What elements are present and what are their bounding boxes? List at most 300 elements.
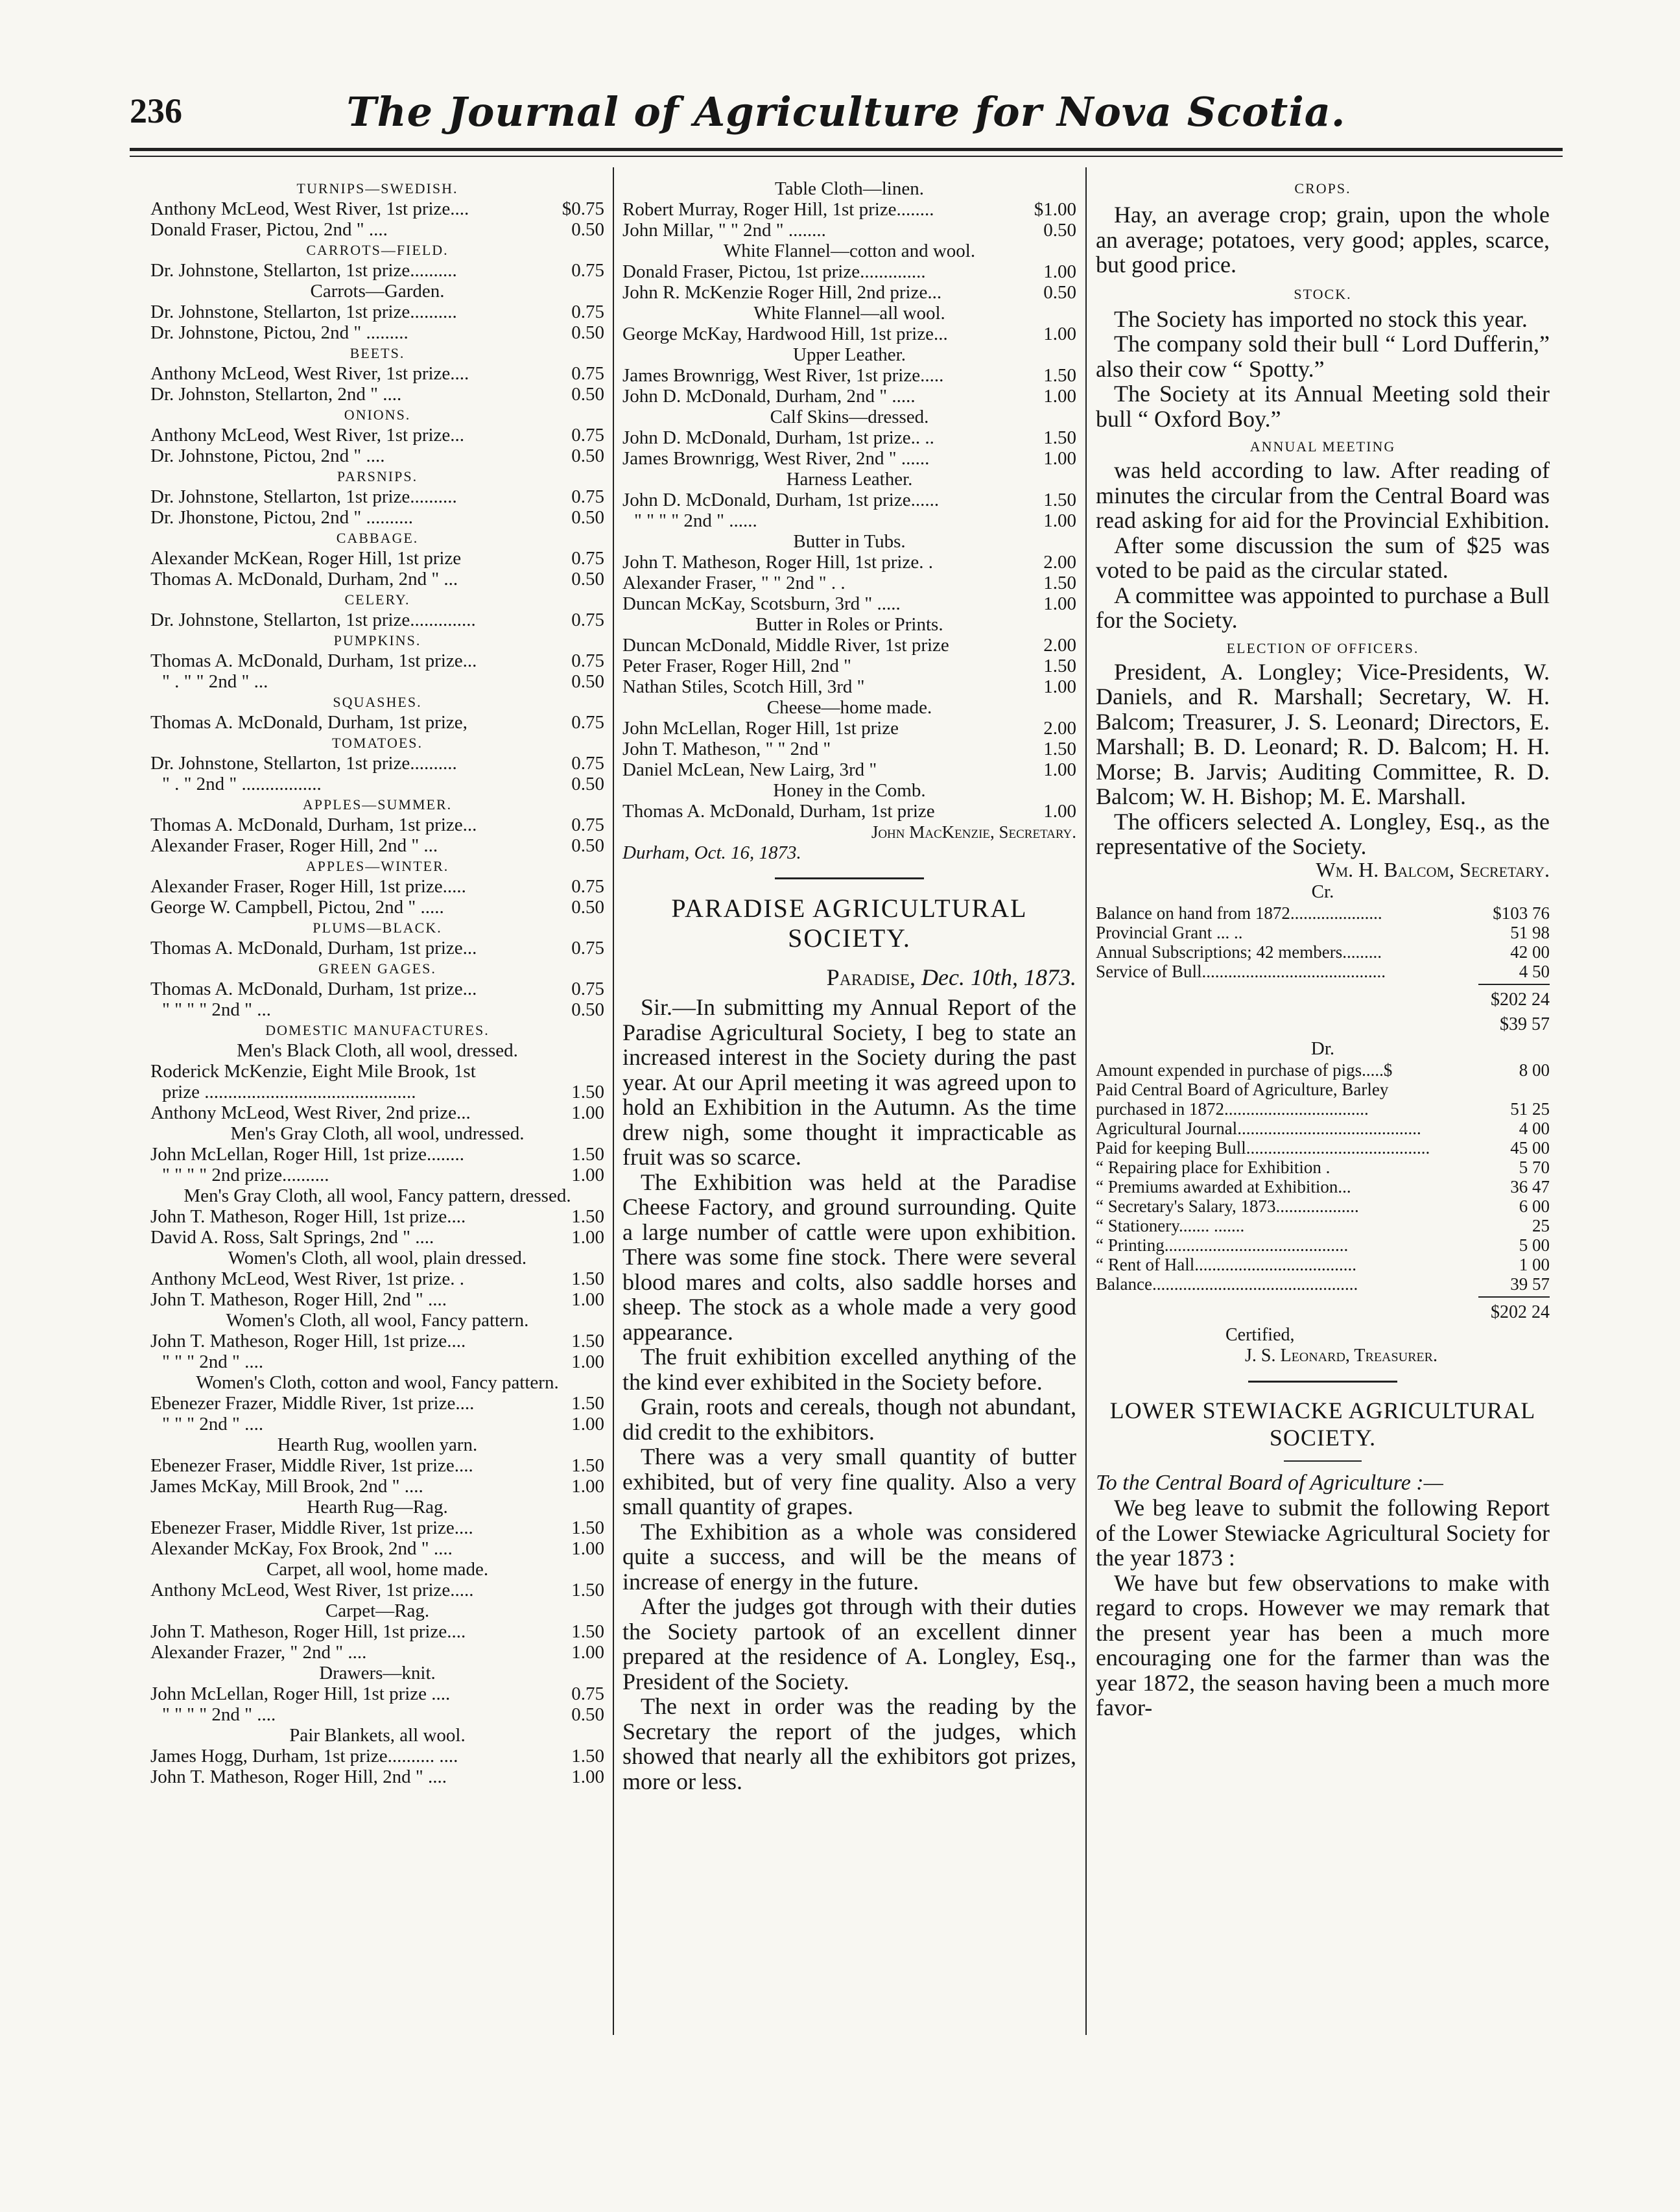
prize-winner: John Millar, " " 2nd " ........ (622, 220, 826, 241)
ledger-entry (1096, 1158, 1550, 1177)
treasurer-signature: J. S. Leonard, Treasurer. (1245, 1345, 1437, 1366)
paradise-place: Paradise, (826, 964, 916, 990)
prize-entry (150, 938, 604, 958)
prize-winner: Dr. Jhonstone, Pictou, 2nd " .......... (150, 507, 413, 528)
ledger-amount: 1 00 (1519, 1254, 1550, 1274)
prize-amount: 1.00 (1043, 386, 1076, 407)
prize-winner: George W. Campbell, Pictou, 2nd " ..... (150, 897, 444, 918)
report-paragraph: The Exhibition as a whole was considered quite a success, and will be the means of increase of energy in the future. (622, 1518, 1076, 1595)
prize-amount: 0.50 (571, 219, 604, 240)
prize-amount: 1.50 (571, 1206, 604, 1227)
prize-entry (150, 1476, 604, 1497)
category-heading: Table Cloth—linen. (775, 178, 924, 199)
column-divider-1 (613, 167, 614, 2035)
prize-winner: John T. Matheson, Roger Hill, 1st prize.... (150, 1621, 466, 1642)
prize-entry (150, 999, 604, 1020)
prize-winner: John T. Matheson, Roger Hill, 1st prize. . (622, 552, 933, 573)
category-heading: White Flannel—all wool. (753, 303, 945, 324)
prize-winner: Thomas A. McDonald, Durham, 2nd " ... (150, 569, 458, 589)
lower-stewiacke-body (1096, 1495, 1550, 1720)
prize-entry (150, 1766, 604, 1787)
prize-amount: 0.75 (571, 979, 604, 999)
ledger-entry (1096, 1099, 1550, 1119)
prize-winner: David A. Ross, Salt Springs, 2nd " .... (150, 1227, 434, 1248)
prize-winner: " " " " 2nd " ... (162, 999, 271, 1020)
prize-entry (150, 198, 604, 219)
category-heading: Women's Cloth, cotton and wool, Fancy pattern. (196, 1372, 559, 1393)
category-heading: PARSNIPS. (337, 468, 418, 484)
prize-entry (150, 1538, 604, 1559)
prize-entry (150, 1621, 604, 1642)
prize-amount: 1.00 (571, 1766, 604, 1787)
report-paragraph: There was a very small quantity of butter exhibited, but of very fine quality. Also a very small quantity of grapes. (622, 1444, 1076, 1519)
prize-amount: 1.50 (1043, 573, 1076, 593)
prize-amount: 0.75 (571, 302, 604, 322)
prize-entry (150, 1642, 604, 1663)
prize-entry (150, 897, 604, 918)
prize-amount: 1.50 (1043, 739, 1076, 759)
ledger-amount: 42 00 (1510, 942, 1550, 962)
prize-amount: 1.00 (1043, 676, 1076, 697)
prize-amount: 0.50 (1043, 220, 1076, 241)
prize-amount: 1.00 (571, 1102, 604, 1123)
prize-winner: John D. McDonald, Durham, 2nd " ..... (622, 386, 916, 407)
report-paragraph: The next in order was the reading by the Secretary the report of the judges, which showed that nearly all the exhibitors got prizes, more or less. (622, 1693, 1076, 1794)
prize-winner: Alexander Fraser, Roger Hill, 1st prize..... (150, 876, 466, 897)
crops-paragraph: Hay, an average crop; grain, upon the whole an average; potatoes, very good; apples, scarce, but good price. (1096, 202, 1550, 278)
prize-amount: 0.50 (571, 1704, 604, 1725)
category-heading: Honey in the Comb. (773, 780, 926, 801)
prize-entry (622, 199, 1076, 220)
prize-winner: John McLellan, Roger Hill, 1st prize........ (150, 1144, 465, 1165)
election-paragraph: President, A. Longley; Vice-Presidents, W. Daniels, and R. Marshall; Secretary, W. H. Balcom; Treasurer, J. S. Leonard; Directors, E. Marshall; B. D. Leonard; R. D. Balcom; H. H. Morse; B. Jarvis; Auditing Committee, R. D. Balcom; W. H. Bishop; M. E. Marshall. (1096, 658, 1550, 809)
prize-amount: 1.50 (1043, 365, 1076, 386)
ledger-amount: 36 47 (1510, 1176, 1550, 1196)
category-heading: Calf Skins—dressed. (770, 407, 929, 427)
stock-paragraph: The Society has imported no stock this year. (1114, 305, 1528, 332)
prize-entry (150, 1082, 604, 1102)
prize-amount: 1.00 (571, 1289, 604, 1310)
prize-amount: 0.50 (571, 322, 604, 343)
report-paragraph: We beg leave to submit the following Report of the Lower Stewiacke Agricultural Society for the year 1873 : (1096, 1495, 1550, 1571)
prize-winner: Donald Fraser, Pictou, 1st prize.............. (622, 261, 926, 282)
ledger-amount: 6 00 (1519, 1196, 1550, 1216)
ledger-entry (1096, 923, 1550, 942)
prize-amount: 1.50 (1043, 427, 1076, 448)
stock-paragraphs (1096, 307, 1550, 432)
prize-winner: Peter Fraser, Roger Hill, 2nd " (622, 656, 851, 676)
category-heading: BEETS. (349, 345, 405, 361)
prize-amount: 1.00 (571, 1165, 604, 1185)
ledger-amount: 5 00 (1519, 1235, 1550, 1255)
ledger-entry (1096, 1255, 1550, 1274)
journal-title: The Journal of Agriculture for Nova Scotia. (346, 88, 1346, 136)
category-heading: Upper Leather. (793, 344, 906, 365)
prize-amount: 0.50 (571, 835, 604, 856)
durham-dateline: Durham, Oct. 16, 1873. (622, 842, 801, 863)
prize-entry (150, 1746, 604, 1766)
prize-amount: 1.50 (571, 1621, 604, 1642)
report-paragraph: After the judges got through with their duties the Society partook of an excellent dinner prepared at the residence of A. Longley, Esq., President of the Society. (622, 1593, 1076, 1695)
ledger-amount: 8 00 (1519, 1060, 1550, 1080)
debit-ledger (1096, 1060, 1550, 1294)
prize-entry (622, 365, 1076, 386)
prize-amount: 0.50 (1043, 282, 1076, 303)
prize-amount: $1.00 (1034, 199, 1076, 220)
stock-paragraph: The company sold their bull “ Lord Dufferin,” also their cow “ Spotty.” (1096, 331, 1550, 382)
prize-entry (622, 593, 1076, 614)
ledger-item: “ Stationery....... ....... (1096, 1215, 1245, 1235)
prize-entry (150, 1165, 604, 1185)
prize-winner: Alexander Fraser, " " 2nd " . . (622, 573, 846, 593)
prize-amount: 1.50 (1043, 490, 1076, 510)
category-heading: Butter in Tubs. (793, 531, 906, 552)
page-number: 236 (130, 91, 182, 130)
prize-entry (150, 322, 604, 343)
prize-amount: 1.00 (1043, 593, 1076, 614)
header-rule-thick (130, 148, 1563, 151)
prize-entry (150, 384, 604, 405)
prize-winner: Roderick McKenzie, Eight Mile Brook, 1st (150, 1061, 476, 1082)
prize-winner: Thomas A. McDonald, Durham, 1st prize... (150, 938, 477, 958)
category-heading: Hearth Rug, woollen yarn. (277, 1434, 478, 1455)
prize-winner: Dr. Johnstone, Stellarton, 1st prize.......... (150, 302, 457, 322)
prize-winner: Ebenezer Fraser, Middle River, 1st prize.... (150, 1517, 473, 1538)
annual-meeting-paragraphs (1096, 458, 1550, 633)
crops-heading: CROPS. (1294, 180, 1351, 196)
prize-amount: 0.75 (571, 486, 604, 507)
prize-entry (150, 1704, 604, 1725)
column-paradise (622, 178, 1076, 1794)
prize-entry (150, 1351, 604, 1372)
prize-amount: 0.75 (571, 650, 604, 671)
prize-amount: 1.50 (571, 1517, 604, 1538)
category-heading: Women's Cloth, all wool, plain dressed. (228, 1248, 527, 1268)
category-heading: CABBAGE. (336, 530, 419, 546)
ledger-amount: 5 70 (1519, 1157, 1550, 1177)
category-heading: Men's Gray Cloth, all wool, Fancy pattern, dressed. (183, 1185, 571, 1206)
prize-amount: 1.50 (571, 1082, 604, 1102)
credit-heading: Cr. (1311, 881, 1334, 902)
prize-entry (622, 386, 1076, 407)
report-paragraph: The fruit exhibition excelled anything of the the kind ever exhibited in the Society before. (622, 1344, 1076, 1395)
prize-entry (622, 448, 1076, 469)
prize-winner: Alexander McKay, Fox Brook, 2nd " .... (150, 1538, 453, 1559)
prize-amount: 0.75 (571, 548, 604, 569)
category-heading: Carpet—Rag. (325, 1600, 430, 1621)
ledger-entry (1096, 903, 1550, 923)
prize-winner: John D. McDonald, Durham, 1st prize...... (622, 490, 940, 510)
ledger-item: Paid Central Board of Agriculture, Barley (1096, 1079, 1389, 1099)
prize-winner: John McLellan, Roger Hill, 1st prize (622, 718, 899, 739)
prize-entry (150, 363, 604, 384)
prize-entry (150, 1227, 604, 1248)
prize-amount: 1.00 (571, 1476, 604, 1497)
prize-winner: " " " " 2nd " .... (162, 1704, 276, 1725)
prize-amount: 0.50 (571, 897, 604, 918)
prize-amount: 0.75 (571, 876, 604, 897)
prize-amount: 0.50 (571, 507, 604, 528)
prize-winner: Ebenezer Fraser, Middle River, 1st prize.... (150, 1455, 473, 1476)
mackenzie-signature: John MacKenzie, Secretary. (871, 822, 1076, 842)
prize-entry (622, 510, 1076, 531)
ledger-item: Balance............................................... (1096, 1274, 1358, 1294)
prize-entry (150, 446, 604, 466)
category-heading: TOMATOES. (331, 735, 423, 751)
category-heading: DOMESTIC MANUFACTURES. (265, 1022, 490, 1038)
prize-winner: John T. Matheson, Roger Hill, 1st prize.... (150, 1331, 466, 1351)
prize-entry (150, 569, 604, 589)
prize-entry (150, 712, 604, 733)
category-heading: APPLES—SUMMER. (302, 796, 453, 813)
prize-entry (150, 425, 604, 446)
ledger-item: Annual Subscriptions; 42 members......... (1096, 942, 1382, 962)
prize-winner: Alexander Fraser, Roger Hill, 2nd " ... (150, 835, 438, 856)
prize-entry (150, 671, 604, 692)
prize-amount: 1.00 (1043, 324, 1076, 344)
category-heading: GREEN GAGES. (318, 960, 436, 977)
prize-amount: 0.75 (571, 610, 604, 630)
ledger-item: “ Premiums awarded at Exhibition... (1096, 1176, 1351, 1196)
ledger-amount: 45 00 (1510, 1137, 1550, 1158)
masthead (130, 88, 1563, 143)
prize-amount: 1.50 (1043, 656, 1076, 676)
ledger-entry (1096, 1216, 1550, 1235)
prize-entry (150, 1331, 604, 1351)
prize-winner: Anthony McLeod, West River, 1st prize. . (150, 1268, 465, 1289)
prize-amount: 0.75 (571, 260, 604, 281)
prize-entry (150, 1144, 604, 1165)
ledger-item: “ Printing.......................................... (1096, 1235, 1349, 1255)
prize-amount: 2.00 (1043, 718, 1076, 739)
category-heading: APPLES—WINTER. (305, 858, 449, 874)
ledger-entry (1096, 1138, 1550, 1158)
prize-entry (622, 324, 1076, 344)
category-heading: Cheese—home made. (766, 697, 932, 718)
ledger-amount: 25 (1532, 1215, 1550, 1235)
prize-entry (622, 739, 1076, 759)
category-heading: Hearth Rug—Rag. (307, 1497, 448, 1517)
category-heading: ONIONS. (344, 407, 411, 423)
prize-winner: Thomas A. McDonald, Durham, 1st prize... (150, 650, 477, 671)
ledger-item: purchased in 1872................................. (1096, 1099, 1369, 1119)
prize-winner: " " " " 2nd prize.......... (162, 1165, 329, 1185)
prize-amount: 1.50 (571, 1331, 604, 1351)
ledger-item: “ Repairing place for Exhibition . (1096, 1157, 1331, 1177)
category-heading: Women's Cloth, all wool, Fancy pattern. (226, 1310, 529, 1331)
category-heading: PUMPKINS. (333, 632, 421, 648)
prize-entry (150, 302, 604, 322)
ledger-entry (1096, 1080, 1550, 1099)
prize-amount: 0.75 (571, 363, 604, 384)
ledger-item: Agricultural Journal.......................................... (1096, 1118, 1421, 1138)
report-paragraph: Grain, roots and cereals, though not abundant, did credit to the exhibitors. (622, 1394, 1076, 1445)
prize-winner: George McKay, Hardwood Hill, 1st prize... (622, 324, 948, 344)
ledger-item: Amount expended in purchase of pigs.....$ (1096, 1060, 1393, 1080)
prize-winner: James Hogg, Durham, 1st prize.......... .... (150, 1746, 458, 1766)
stock-paragraph: The Society at its Annual Meeting sold their bull “ Oxford Boy.” (1096, 381, 1550, 432)
prize-entry (150, 1268, 604, 1289)
category-heading: CARROTS—FIELD. (306, 242, 449, 258)
section-rule (1284, 1460, 1362, 1462)
prize-winner: " " " " 2nd " ...... (634, 510, 757, 531)
prize-entry (150, 507, 604, 528)
prize-amount: 0.50 (571, 569, 604, 589)
prize-winner: John D. McDonald, Durham, 1st prize.. .. (622, 427, 934, 448)
prize-entry (150, 1580, 604, 1600)
prize-winner: Dr. Johnstone, Pictou, 2nd " ......... (150, 322, 408, 343)
prize-entry (622, 676, 1076, 697)
ledger-amount: $103 76 (1493, 903, 1550, 923)
prize-winner: prize ............................................. (162, 1082, 416, 1102)
ledger-item: Service of Bull.......................................... (1096, 961, 1386, 981)
prize-winner: John R. McKenzie Roger Hill, 2nd prize... (622, 282, 942, 303)
prize-winner: " . " " 2nd " ... (162, 671, 268, 692)
prize-entry (622, 573, 1076, 593)
prize-entry (150, 1683, 604, 1704)
prize-entry (150, 774, 604, 794)
prize-entry (622, 220, 1076, 241)
meeting-paragraph: was held according to law. After reading of minutes the circular from the Central Board was read asking for aid for the Provincial Exhibition. (1096, 457, 1550, 533)
ledger-entry (1096, 942, 1550, 962)
certified-label: Certified, (1225, 1324, 1295, 1345)
prize-amount: 1.50 (571, 1268, 604, 1289)
paradise-date: Dec. 10th, 1873. (921, 964, 1076, 990)
category-heading: Men's Gray Cloth, all wool, undressed. (230, 1123, 525, 1144)
prize-amount: 1.00 (1043, 261, 1076, 282)
prize-winner: Dr. Johnston, Stellarton, 2nd " .... (150, 384, 402, 405)
prize-winner: Thomas A. McDonald, Durham, 1st prize... (150, 815, 477, 835)
column-divider-2 (1085, 167, 1087, 2035)
prize-amount: 0.75 (571, 815, 604, 835)
ledger-amount: 51 98 (1510, 922, 1550, 942)
prize-amount: 0.75 (571, 712, 604, 733)
prize-winner: Anthony McLeod, West River, 1st prize... (150, 425, 465, 446)
report-paragraph: We have but few observations to make with regard to crops. However we may remark that the present year has been a much more encouraging one for the farmer than was the year 1872, the season having been a much more favor- (1096, 1569, 1550, 1720)
prize-amount: 0.50 (571, 384, 604, 405)
prize-entry (150, 876, 604, 897)
category-heading: White Flannel—cotton and wool. (723, 241, 976, 261)
ledger-entry (1096, 962, 1550, 981)
ledger-amount: 4 00 (1519, 1118, 1550, 1138)
category-heading: TURNIPS—SWEDISH. (296, 180, 458, 196)
paradise-dateline (622, 960, 1076, 995)
prize-winner: Anthony McLeod, West River, 2nd prize... (150, 1102, 471, 1123)
prize-winner: Thomas A. McDonald, Durham, 1st prize, (150, 712, 467, 733)
prize-winner: Dr. Johnstone, Pictou, 2nd " .... (150, 446, 385, 466)
ledger-entry (1096, 1196, 1550, 1216)
paradise-report-body (622, 995, 1076, 1794)
prize-winner: " " " 2nd " .... (162, 1351, 264, 1372)
prize-winner: John T. Matheson, Roger Hill, 2nd " .... (150, 1766, 447, 1787)
prize-winner: Anthony McLeod, West River, 1st prize.... (150, 198, 469, 219)
category-heading: Butter in Roles or Prints. (755, 614, 943, 635)
prize-winner: James Brownrigg, West River, 2nd " ...... (622, 448, 930, 469)
prize-entry (622, 490, 1076, 510)
to-central-board: To the Central Board of Agriculture :— (1096, 1470, 1443, 1495)
category-heading: Pair Blankets, all wool. (289, 1725, 466, 1746)
prize-entry (150, 260, 604, 281)
prize-winner: " " " 2nd " .... (162, 1414, 264, 1434)
prize-entry (150, 1102, 604, 1123)
prize-amount: 0.75 (571, 1683, 604, 1704)
prize-entry (150, 1414, 604, 1434)
prize-winner: Anthony McLeod, West River, 1st prize.... (150, 363, 469, 384)
prize-amount: $0.75 (562, 198, 604, 219)
officers-paragraph: The officers selected A. Longley, Esq., as the representative of the Society. (1096, 808, 1550, 859)
prize-amount: 1.00 (571, 1351, 604, 1372)
annual-meeting-heading: ANNUAL MEETING (1249, 438, 1396, 455)
prize-winner: Dr. Johnstone, Stellarton, 1st prize.......... (150, 486, 457, 507)
prize-amount: 1.50 (571, 1580, 604, 1600)
ledger-amount: 51 25 (1510, 1099, 1550, 1119)
prize-amount: 1.50 (571, 1393, 604, 1414)
prize-amount: 0.50 (571, 446, 604, 466)
ledger-entry (1096, 1119, 1550, 1138)
prize-entry (150, 835, 604, 856)
prize-winner: Duncan McDonald, Middle River, 1st prize (622, 635, 949, 656)
prize-winner: " . " 2nd " ................. (162, 774, 322, 794)
prize-winner: John T. Matheson, Roger Hill, 1st prize.... (150, 1206, 466, 1227)
debit-heading: Dr. (1310, 1038, 1335, 1059)
prize-winner: Alexander McKean, Roger Hill, 1st prize (150, 548, 462, 569)
category-heading: Carrots—Garden. (310, 281, 445, 302)
prize-entry (622, 635, 1076, 656)
credit-ledger (1096, 903, 1550, 981)
prize-amount: 1.00 (571, 1227, 604, 1248)
ledger-amount: 39 57 (1510, 1274, 1550, 1294)
prize-entry (150, 610, 604, 630)
category-heading: SQUASHES. (333, 694, 422, 710)
report-paragraph: Sir.—In submitting my Annual Report of the Paradise Agricultural Society, I beg to state an increased interest in the Society during the past year. At our April meeting it was agreed upon to hold an Exhibition in the Autumn. As the time drew nigh, some thought it impracticable as fruit was so scarce. (622, 994, 1076, 1170)
header-rule-thin (130, 156, 1563, 157)
ledger-item: “ Rent of Hall..................................... (1096, 1254, 1356, 1274)
prize-winner: John T. Matheson, " " 2nd " (622, 739, 831, 759)
credit-balance: $39 57 (1500, 1014, 1550, 1034)
prize-winner: Duncan McKay, Scotsburn, 3rd " ..... (622, 593, 901, 614)
prize-amount: 1.00 (1043, 801, 1076, 822)
prize-amount: 1.50 (571, 1144, 604, 1165)
prize-entry (622, 261, 1076, 282)
prize-winner: James Brownrigg, West River, 1st prize..... (622, 365, 944, 386)
total-rule (1478, 1296, 1550, 1298)
prize-entry (150, 219, 604, 240)
prize-entry (150, 1206, 604, 1227)
prize-entry (150, 815, 604, 835)
prize-amount: 1.00 (571, 1538, 604, 1559)
prize-amount: 0.75 (571, 938, 604, 958)
prize-amount: 0.50 (571, 999, 604, 1020)
column-paradise-continued (1096, 178, 1550, 1720)
prize-winner: Nathan Stiles, Scotch Hill, 3rd " (622, 676, 865, 697)
prize-amount: 0.50 (571, 774, 604, 794)
meeting-paragraph: After some discussion the sum of $25 was voted to be paid as the circular stated. (1096, 532, 1550, 583)
prize-entry (622, 656, 1076, 676)
meeting-paragraph: A committee was appointed to purchase a Bull for the Society. (1096, 582, 1550, 633)
prize-amount: 1.00 (571, 1414, 604, 1434)
prize-winner: Ebenezer Frazer, Middle River, 1st prize.... (150, 1393, 475, 1414)
prize-winner: Alexander Frazer, " 2nd " .... (150, 1642, 367, 1663)
prize-entry (150, 979, 604, 999)
ledger-entry (1096, 1177, 1550, 1196)
prize-entry (150, 650, 604, 671)
column-prize-list (150, 178, 604, 1787)
prize-winner: Daniel McLean, New Lairg, 3rd " (622, 759, 877, 780)
prize-amount: 0.50 (571, 671, 604, 692)
prize-entry (150, 1393, 604, 1414)
category-heading: Men's Black Cloth, all wool, dressed. (237, 1040, 518, 1061)
prize-amount: 1.00 (571, 1642, 604, 1663)
